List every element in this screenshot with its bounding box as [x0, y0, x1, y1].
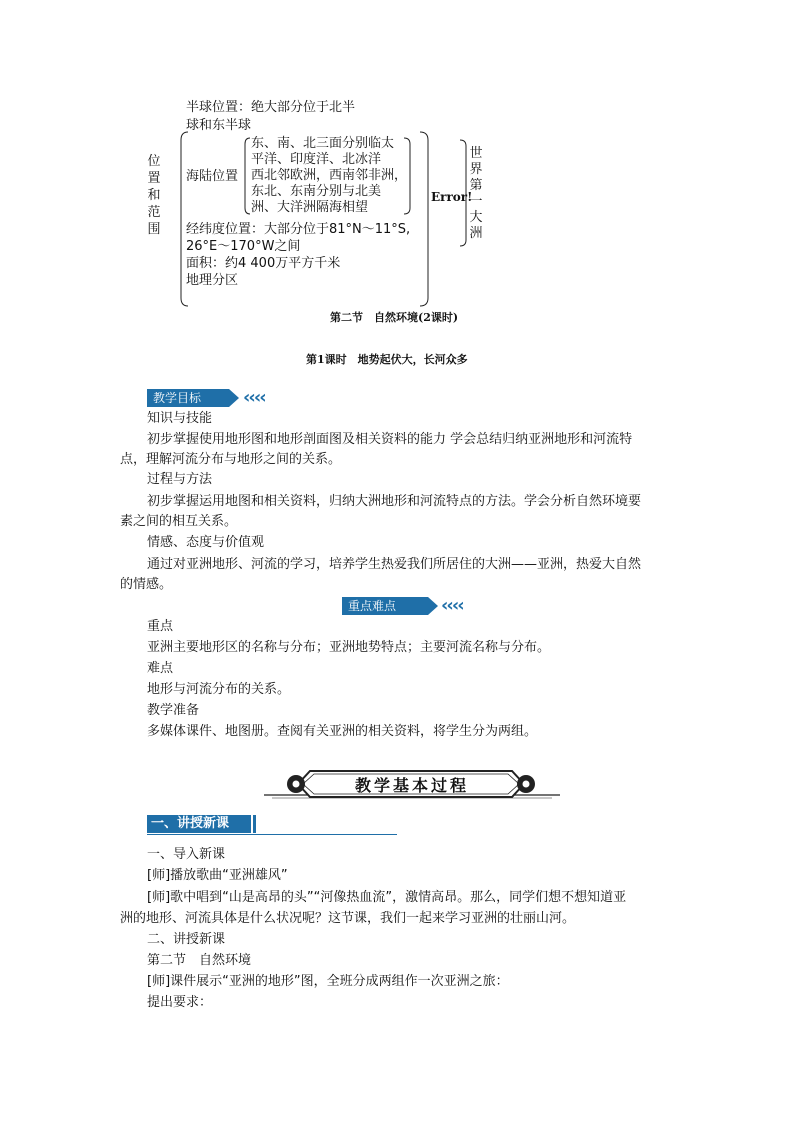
part1-bar-underline [147, 834, 397, 835]
intro-paragraph: [师]播放歌曲“亚洲雄风” [147, 868, 288, 883]
outline-brackets [0, 0, 794, 320]
hemisphere-line2: 球和东半球 [186, 118, 252, 133]
process-heading: 过程与方法 [147, 472, 213, 487]
keypoints-ribbon-label: 重点难点 [342, 597, 428, 615]
diff-heading: 难点 [147, 661, 174, 676]
part1-bar-stripe [253, 815, 256, 833]
label-char: 洲 [469, 226, 483, 241]
intro-paragraph: 洲的地形、河流具体是什么状况呢？这节课，我们一起来学习亚洲的壮丽山河。 [120, 911, 576, 926]
error-text: Error! [431, 190, 473, 204]
sea-land-line: 东、南、北三面分别临太 [251, 136, 395, 151]
label-char: 围 [147, 222, 161, 237]
label-char: 界 [469, 162, 483, 177]
section-title: 第二节 自然环境(2课时) [330, 311, 459, 324]
new-heading: 二、讲授新课 [147, 932, 226, 947]
latlon-line1: 经纬度位置：大部分位于81°N～11°S, [186, 222, 411, 237]
key-heading: 重点 [147, 619, 174, 634]
prep-text: 多媒体课件、地图册。查阅有关亚洲的相关资料，将学生分为两组。 [147, 724, 538, 739]
label-char: 世 [469, 146, 483, 161]
lesson-title: 第1课时 地势起伏大，长河众多 [306, 353, 468, 366]
right-label [469, 146, 483, 242]
sea-land-line: 洲、大洋洲隔海相望 [251, 200, 369, 215]
knowledge-paragraph: 初步掌握使用地形图和地形剖面图及相关资料的能力 学会总结归纳亚洲地形和河流特 [147, 432, 633, 447]
label-char: 置 [147, 171, 161, 186]
sea-land-line: 东北、东南分别与北美 [251, 184, 382, 199]
diff-text: 地形与河流分布的关系。 [147, 682, 291, 697]
label-char: 和 [147, 188, 161, 203]
key-text: 亚洲主要地形区的名称与分布；亚洲地势特点；主要河流名称与分布。 [147, 640, 551, 655]
label-char: 大 [469, 210, 483, 225]
emotion-paragraph: 通过对亚洲地形、河流的学习，培养学生热爱我们所居住的大洲——亚洲，热爱大自然 [147, 557, 642, 572]
intro-paragraph: [师]歌中唱到“山是高昂的头”“河像热血流”，激情高昂。那么，同学们想不想知道亚 [147, 890, 627, 905]
chevrons-icon: ‹‹‹‹ [441, 595, 463, 616]
process-paragraph: 素之间的相互关系。 [120, 514, 238, 529]
prep-heading: 教学准备 [147, 703, 200, 718]
goals-ribbon-label: 教学目标 [147, 389, 229, 407]
new-paragraph: [师]课件展示“亚洲的地形”图，全班分成两组作一次亚洲之旅： [147, 974, 509, 989]
sea-land-line: 西北邻欧洲，西南邻非洲， [251, 168, 408, 183]
label-char: 范 [147, 205, 161, 220]
part1-bar-label: 一、讲授新课 [147, 815, 251, 833]
emotion-paragraph: 的情感。 [120, 577, 173, 592]
regions-line: 地理分区 [186, 273, 239, 288]
intro-heading: 一、导入新课 [147, 847, 226, 862]
right-brace [420, 132, 428, 306]
sea-land-line: 平洋、印度洋、北冰洋 [251, 152, 382, 167]
chevrons-icon: ‹‹‹‹ [243, 387, 265, 408]
knowledge-paragraph: 点，理解河流分布与地形之间的关系。 [120, 452, 342, 467]
area-line: 面积：约4 400万平方千米 [186, 256, 341, 271]
new-paragraph: 提出要求： [147, 995, 213, 1010]
new-paragraph: 第二节 自然环境 [147, 953, 252, 968]
emotion-heading: 情感、态度与价值观 [147, 535, 265, 550]
sea-land-label: 海陆位置 [186, 169, 239, 184]
process-paragraph: 初步掌握运用地图和相关资料，归纳大洲地形和河流特点的方法。学会分析自然环境要 [147, 494, 642, 509]
label-char: 位 [147, 154, 161, 169]
ribbon-tip [428, 597, 438, 615]
latlon-line2: 26°E～170°W之间 [186, 239, 301, 254]
process-banner-title: 教学基本过程 [354, 776, 469, 795]
hemisphere-line1: 半球位置：绝大部分位于北半 [186, 100, 356, 115]
knowledge-heading: 知识与技能 [147, 411, 213, 426]
label-char: 第 [469, 178, 483, 193]
ribbon-tip [229, 389, 239, 407]
label-char: 一 [469, 194, 483, 209]
sealand-brace [245, 138, 250, 214]
